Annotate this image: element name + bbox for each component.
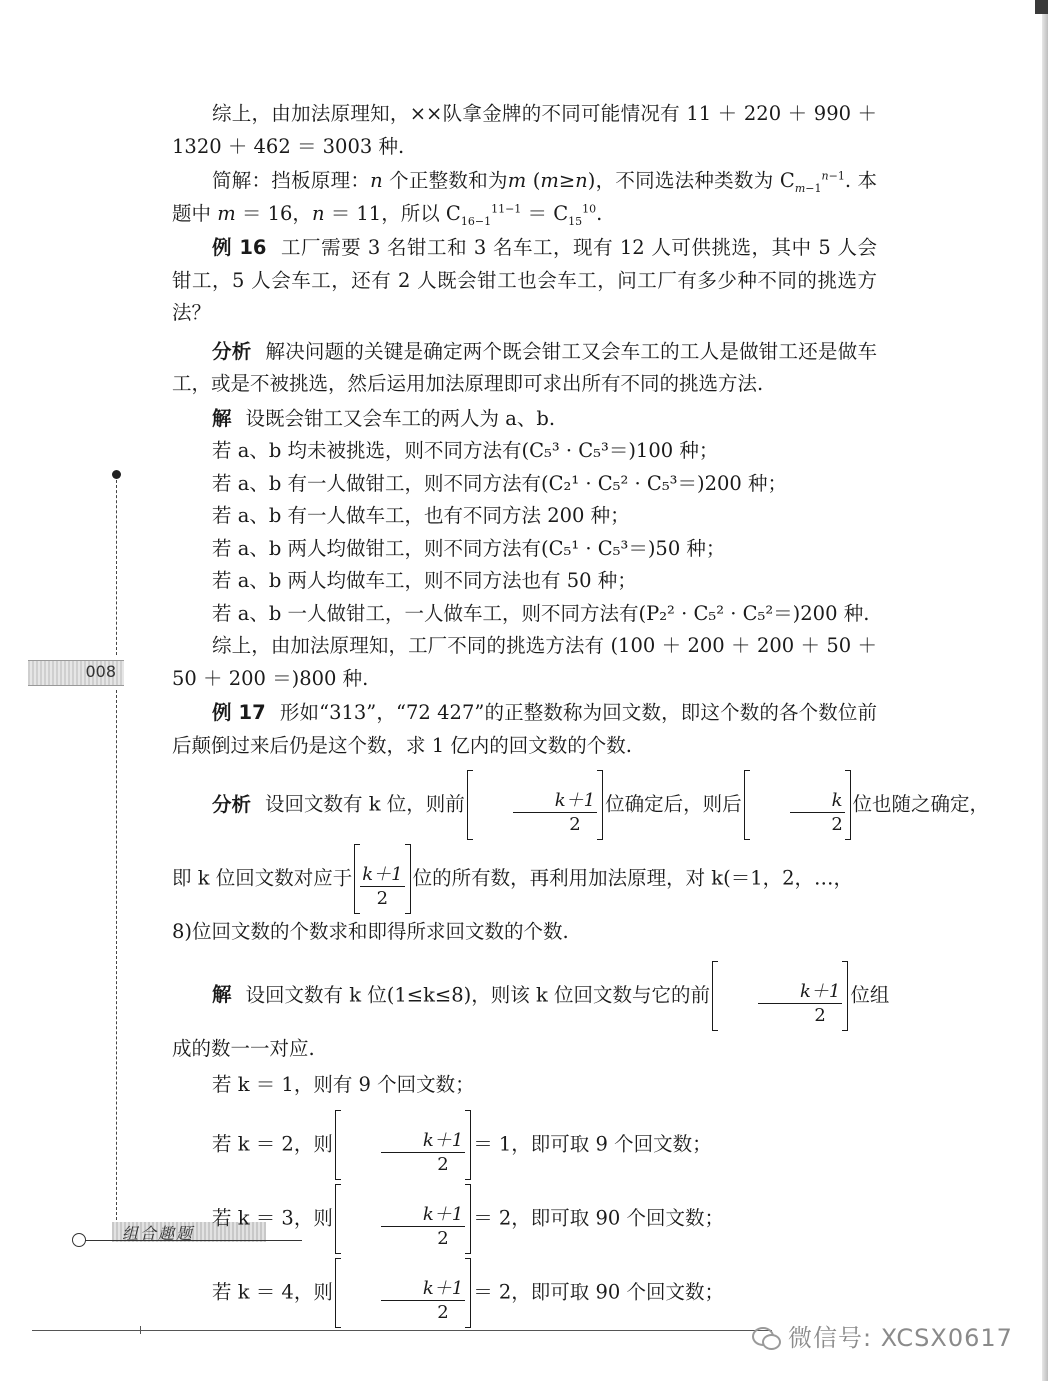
- case-line: 若 a、b 两人均做钳工，则不同方法有(C₅¹ · C₅³＝)50 种；: [212, 536, 726, 560]
- analysis-17-line3: 8)位回文数的个数求和即得所求回文数的个数.: [172, 920, 569, 943]
- floor-bracket: $\frac{k+1}{2}$: [335, 1114, 471, 1176]
- floor-bracket: $\frac{k+1}{2}$: [467, 774, 603, 836]
- footer-label: 组合趣题: [122, 1224, 195, 1243]
- summary-paragraph: 综上，由加法原理知，××队拿金牌的不同可能情况有 11 ＋ 220 ＋ 990 ＋ 1320 ＋ 462 ＝ 3003 种.: [172, 102, 877, 158]
- analysis-17-label: 分析: [212, 792, 252, 816]
- wechat-icon: [752, 1327, 780, 1349]
- k-case-line: 若 k ＝ 1，则有 9 个回文数；: [212, 1073, 475, 1096]
- case-line: 若 a、b 均未被挑选，则不同方法有(C₅³ · C₅³＝)100 种；: [212, 439, 719, 462]
- floor-bracket: $\frac{k+1}{2}$: [335, 1262, 471, 1324]
- case-line: 若 a、b 有一人做车工，也有不同方法 200 种；: [212, 504, 630, 527]
- example-16-label: 例 16: [212, 236, 267, 259]
- page-number-tab: [28, 660, 124, 686]
- bottom-rule: [32, 1330, 772, 1331]
- case-line: 若 a、b 有一人做钳工，则不同方法有(C₂¹ · C₅² · C₅³＝)200 种；: [212, 471, 787, 495]
- solution-17-line2: 成的数一一对应.: [172, 1036, 315, 1060]
- brief-solution: 简解：挡板原理：n 个正整数和为m (m≥n)，不同选法种类数为 $C_{m-1}^{n-1}$. 本题中 m ＝ 16，n ＝ 11，所以 $C_{16-1}^{11-1} = C_{15}^{10}$.: [172, 169, 877, 228]
- floor-bracket: $\frac{k}{2}$: [744, 774, 851, 836]
- margin-dash-line-bottom: [116, 690, 117, 1220]
- floor-bracket: $\frac{k+1}{2}$: [354, 848, 410, 910]
- page-content: [172, 98, 990, 1324]
- example-17-label: 例 17: [212, 701, 266, 724]
- summary-16: 综上，由加法原理知，工厂不同的挑选方法有 (100 ＋ 200 ＋ 200 ＋ 50 ＋ 50 ＋ 200 ＝)800 种.: [172, 634, 877, 690]
- page-corner: [1035, 0, 1048, 14]
- case-line: 若 a、b 两人均做车工，则不同方法也有 50 种；: [212, 569, 637, 592]
- page-edge: [1042, 0, 1048, 1381]
- k-case-line: 若 k ＝ 2，则 $\frac{k+1}{2}$ ＝ 1，即可取 9 个回文数；: [172, 1114, 877, 1176]
- footer-circle: [72, 1233, 86, 1247]
- solution-16: 解 设既会钳工又会车工的两人为 a、b.: [212, 406, 556, 430]
- margin-dash-line-top: [116, 480, 117, 655]
- floor-bracket: $\frac{k+1}{2}$: [712, 965, 848, 1027]
- example-16: 例 16 工厂需要 3 名钳工和 3 名车工，现有 12 人可供挑选，其中 5 人会钳工，5 人会车工，还有 2 人既会钳工也会车工，问工厂有多少种不同的挑选方法？: [172, 236, 877, 324]
- solution-17-line1: 解 设回文数有 k 位(1≤k≤8)，则该 k 位回文数与它的前 $\frac{k+1}{2}$ 位组: [172, 965, 877, 1027]
- analysis-16: 分析 解决问题的关键是确定两个既会钳工又会车工的工人是做钳工还是做车工，或是不被挑选，然后运用加法原理即可求出所有不同的挑选方法.: [172, 339, 877, 395]
- solution-17-label: 解: [212, 983, 232, 1006]
- watermark-text: 微信号: XCSX0617: [788, 1324, 1013, 1352]
- bottom-tick: [140, 1326, 141, 1334]
- k-case-line: 若 k ＝ 3，则 $\frac{k+1}{2}$ ＝ 2，即可取 90 个回文数；: [172, 1188, 877, 1250]
- example-17: 例 17 形如“313”，“72 427”的正整数称为回文数，即这个数的各个数位前后颠倒过来后仍是这个数，求 1 亿内的回文数的个数.: [172, 701, 877, 757]
- margin-dot: [112, 470, 121, 479]
- case-line: 若 a、b 一人做钳工，一人做车工，则不同方法有(P₂² · C₅² · C₅²＝)200 种.: [212, 601, 870, 625]
- analysis-16-label: 分析: [212, 339, 252, 363]
- floor-bracket: $\frac{k+1}{2}$: [335, 1188, 471, 1250]
- analysis-17-line2: 即 k 位回文数对应于 $\frac{k+1}{2}$ 位的所有数，再利用加法原理，对 k(＝1，2，…，: [172, 848, 877, 910]
- analysis-17-line1: 分析 设回文数有 k 位，则前 $\frac{k+1}{2}$ 位确定后，则后 $\frac{k}{2}$ 位也随之确定，: [172, 774, 877, 836]
- page-number: 008: [85, 662, 116, 681]
- solution-16-label: 解: [212, 406, 232, 430]
- k-case-line: 若 k ＝ 4，则 $\frac{k+1}{2}$ ＝ 2，即可取 90 个回文数；: [172, 1262, 877, 1324]
